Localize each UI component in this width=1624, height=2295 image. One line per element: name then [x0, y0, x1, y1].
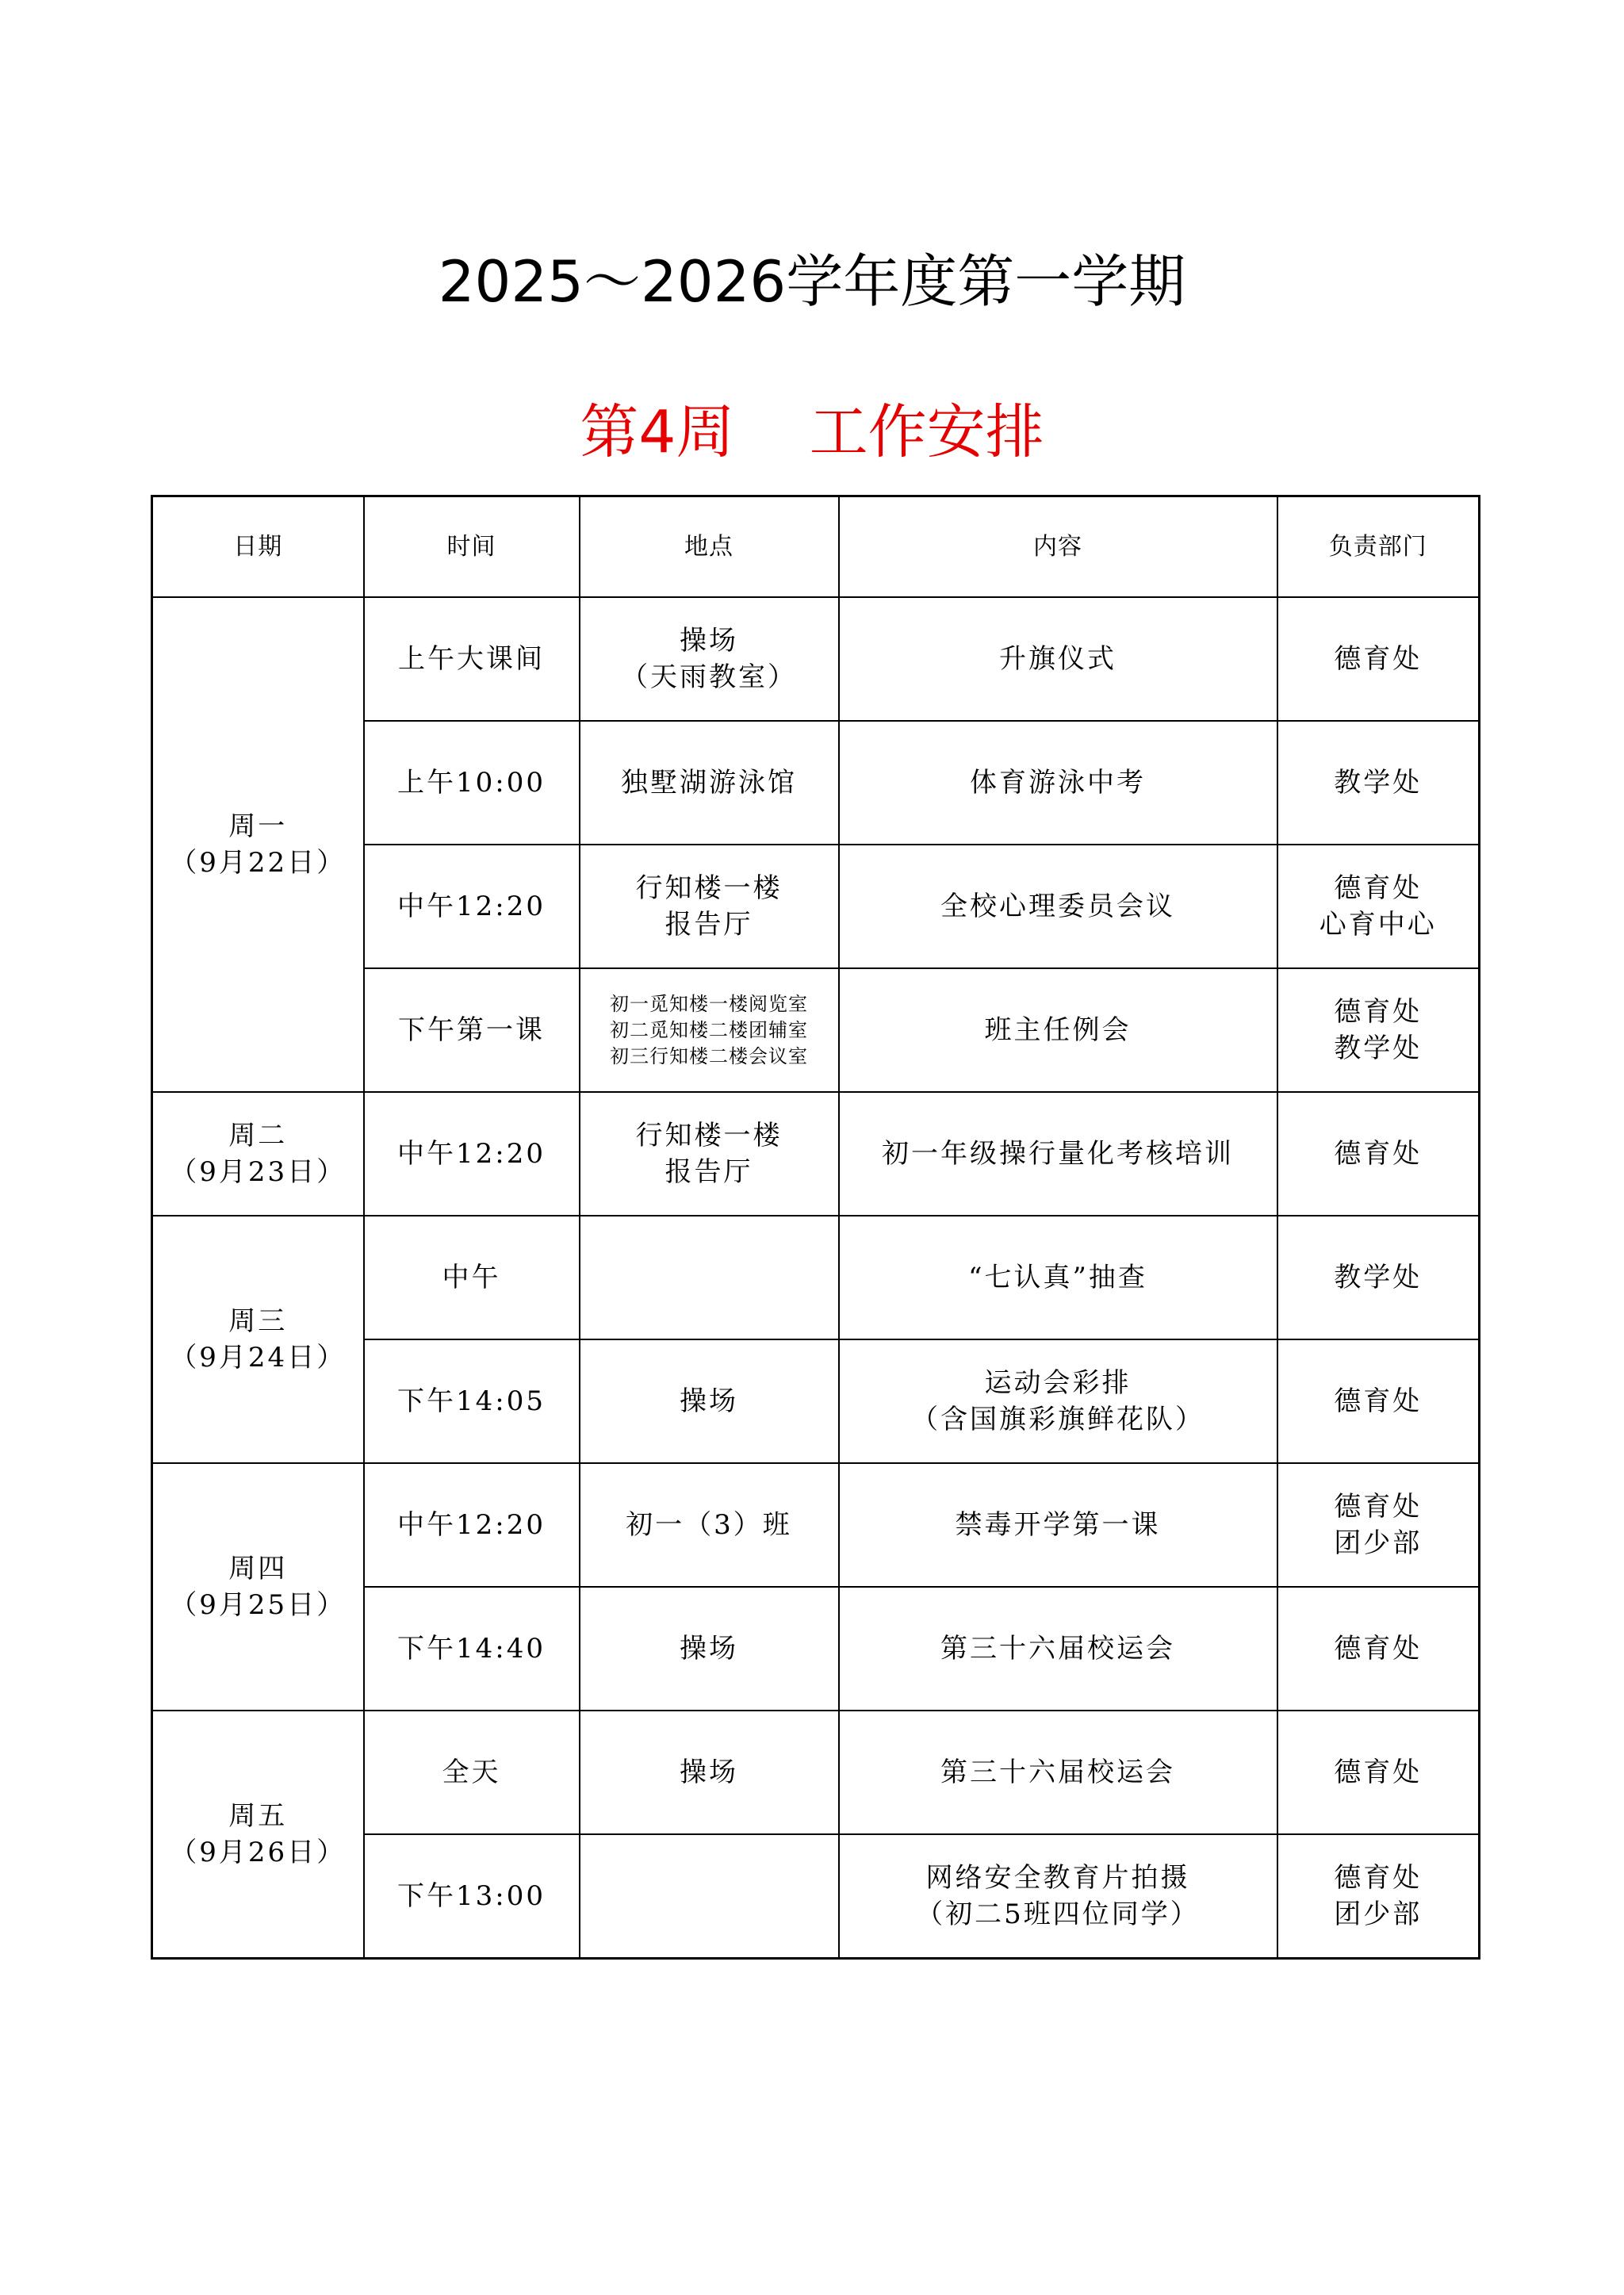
header-time: 时间	[364, 496, 580, 598]
content-line: 网络安全教育片拍摄	[925, 1862, 1190, 1894]
content-cell: 体育游泳中考	[839, 721, 1277, 845]
day-cell	[152, 597, 364, 1092]
content-cell: 初一年级操行量化考核培训	[839, 1092, 1277, 1216]
dept-line: 德育处	[1334, 996, 1423, 1028]
dept-line: 德育处	[1334, 872, 1423, 904]
day-label: 周二	[228, 1120, 288, 1151]
place-line: 行知楼一楼	[635, 1120, 783, 1151]
dept-line: 团少部	[1334, 1527, 1423, 1559]
place-line: 报告厅	[665, 1156, 753, 1188]
content-cell: “七认真”抽查	[839, 1216, 1277, 1339]
day-cell	[152, 1711, 364, 1959]
time-cell: 下午14:05	[364, 1339, 580, 1463]
dept-cell	[1277, 1463, 1480, 1587]
content-cell: 第三十六届校运会	[839, 1587, 1277, 1711]
place-cell	[580, 1834, 839, 1959]
document-subtitle: 第4周 工作安排	[580, 398, 1044, 466]
content-line: 运动会彩排	[984, 1367, 1132, 1399]
content-cell: 班主任例会	[839, 968, 1277, 1092]
dept-line: 心育中心	[1319, 909, 1437, 941]
place-line: 行知楼一楼	[635, 872, 783, 904]
dept-line: 教学处	[1334, 1033, 1423, 1064]
date-label: （9月23日）	[170, 1156, 347, 1188]
dept-line: 德育处	[1334, 1862, 1423, 1894]
place-cell: 操场	[580, 1587, 839, 1711]
place-cell: 操场	[580, 1711, 839, 1834]
time-cell: 中午	[364, 1216, 580, 1339]
day-label: 周一	[228, 810, 288, 842]
date-label: （9月25日）	[170, 1589, 347, 1621]
table-header-row	[152, 496, 1480, 598]
dept-cell: 教学处	[1277, 1216, 1480, 1339]
table-row	[152, 1216, 1480, 1339]
day-cell	[152, 1216, 364, 1463]
dept-line: 团少部	[1334, 1898, 1423, 1930]
place-line: 操场	[680, 625, 738, 657]
place-cell: 操场	[580, 1339, 839, 1463]
content-cell: 第三十六届校运会	[839, 1711, 1277, 1834]
day-cell	[152, 1463, 364, 1711]
date-label: （9月26日）	[170, 1837, 347, 1868]
place-line: 报告厅	[665, 909, 753, 941]
place-cell: 独墅湖游泳馆	[580, 721, 839, 845]
dept-cell: 教学处	[1277, 721, 1480, 845]
schedule-table	[151, 495, 1480, 1960]
place-cell	[580, 597, 839, 721]
time-cell: 中午12:20	[364, 1463, 580, 1587]
place-cell	[580, 1092, 839, 1216]
day-label: 周三	[228, 1305, 288, 1337]
content-cell: 升旗仪式	[839, 597, 1277, 721]
place-cell	[580, 845, 839, 968]
dept-cell	[1277, 968, 1480, 1092]
time-cell: 下午14:40	[364, 1587, 580, 1711]
content-line: （含国旗彩旗鲜花队）	[911, 1404, 1205, 1435]
time-cell: 中午12:20	[364, 845, 580, 968]
place-line: 初二觅知楼二楼团辅室	[610, 1018, 808, 1041]
dept-cell	[1277, 845, 1480, 968]
dept-cell: 德育处	[1277, 597, 1480, 721]
time-cell: 上午大课间	[364, 597, 580, 721]
day-label: 周四	[228, 1553, 288, 1584]
content-cell	[839, 1339, 1277, 1463]
table-row	[152, 1711, 1480, 1834]
content-line: （初二5班四位同学）	[916, 1898, 1200, 1930]
document-title: 2025～2026学年度第一学期	[438, 248, 1186, 315]
day-cell	[152, 1092, 364, 1216]
place-line: 初一觅知楼一楼阅览室	[610, 992, 808, 1015]
place-cell	[580, 1216, 839, 1339]
date-label: （9月24日）	[170, 1342, 347, 1374]
place-cell	[580, 968, 839, 1092]
day-label: 周五	[228, 1800, 288, 1832]
place-cell: 初一（3）班	[580, 1463, 839, 1587]
table-row	[152, 1463, 1480, 1587]
header-place: 地点	[580, 496, 839, 598]
dept-cell	[1277, 1834, 1480, 1959]
dept-cell: 德育处	[1277, 1339, 1480, 1463]
dept-line: 德育处	[1334, 1491, 1423, 1523]
time-cell: 下午13:00	[364, 1834, 580, 1959]
dept-cell: 德育处	[1277, 1587, 1480, 1711]
place-line: 初三行知楼二楼会议室	[610, 1044, 808, 1067]
place-line: （天雨教室）	[621, 661, 797, 693]
time-cell: 上午10:00	[364, 721, 580, 845]
header-content: 内容	[839, 496, 1277, 598]
dept-cell: 德育处	[1277, 1711, 1480, 1834]
table-row	[152, 1092, 1480, 1216]
time-cell: 中午12:20	[364, 1092, 580, 1216]
header-date: 日期	[152, 496, 364, 598]
content-cell: 全校心理委员会议	[839, 845, 1277, 968]
content-cell	[839, 1834, 1277, 1959]
content-cell: 禁毒开学第一课	[839, 1463, 1277, 1587]
date-label: （9月22日）	[170, 847, 347, 879]
time-cell: 全天	[364, 1711, 580, 1834]
time-cell: 下午第一课	[364, 968, 580, 1092]
header-dept: 负责部门	[1277, 496, 1480, 598]
dept-cell: 德育处	[1277, 1092, 1480, 1216]
table-row	[152, 597, 1480, 721]
